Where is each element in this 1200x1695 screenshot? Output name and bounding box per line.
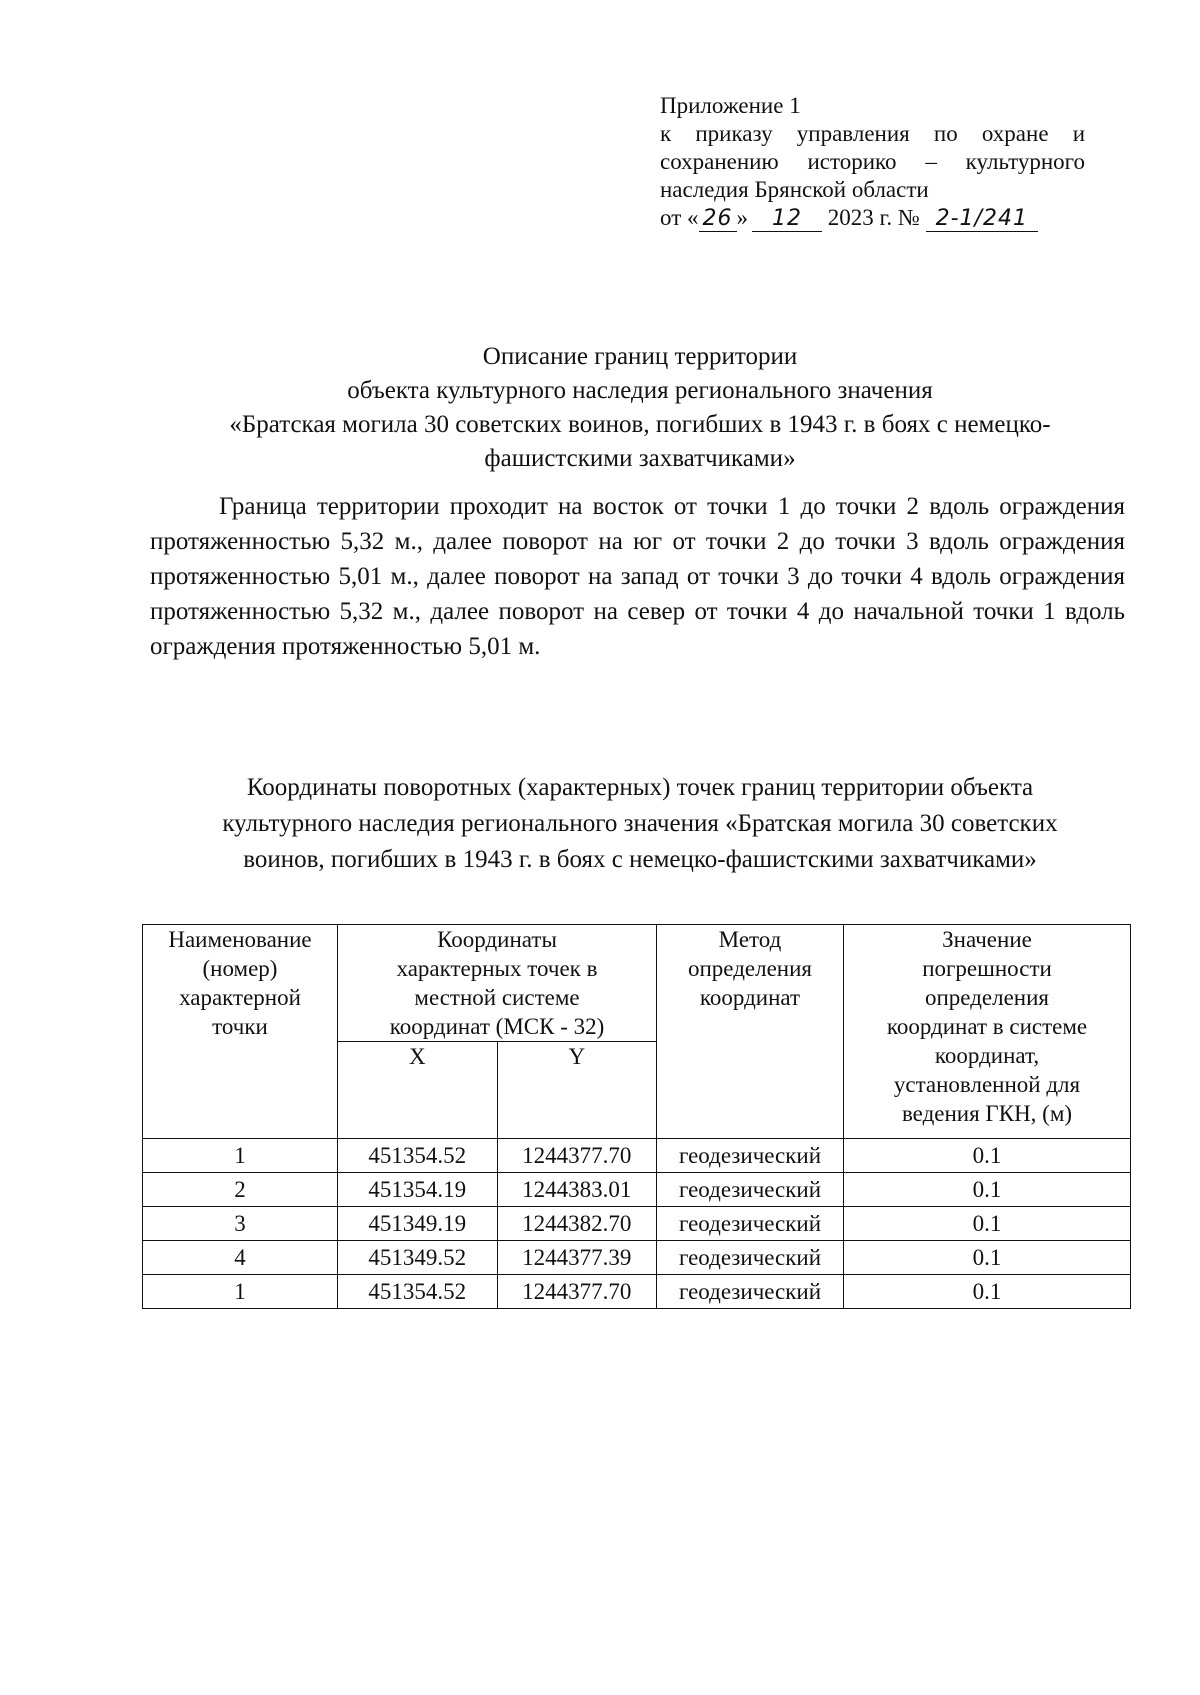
boundary-heading-line-1: Описание границ территории [482, 343, 798, 370]
boundary-heading-line-2: объекта культурного наследия регионального значения [347, 377, 933, 404]
boundary-description: Граница территории проходит на восток от точки 1 до точки 2 вдоль ограждения протяженностью 5,32 м., далее поворот на юг от точки 2 до точки 3 вдоль ограждения протяженностью 5,01 м., далее поворот на запад от точки 3 до точки 4 вдоль ограждения протяженностью 5,32 м., далее поворот на север от точки 4 до начальной точки 1 вдоль ограждения протяженностью 5,01 м. [150, 493, 1125, 660]
cell-method: геодезический [657, 1139, 844, 1173]
cell-method: геодезический [657, 1173, 844, 1207]
handwritten-day: 26 [699, 207, 737, 232]
cell-error: 0.1 [844, 1173, 1131, 1207]
table-row [143, 1241, 1131, 1275]
coordinates-heading-line-2: культурного наследия регионального значения «Братская могила 30 советских [222, 810, 1058, 837]
coordinates-heading-line-1: Координаты поворотных (характерных) точек границ территории объекта [246, 774, 1034, 801]
cell-error: 0.1 [844, 1207, 1131, 1241]
boundary-heading [140, 340, 1140, 476]
header-point-name [143, 925, 338, 1139]
table-body [143, 1139, 1131, 1309]
handwritten-order-number: 2-1/241 [926, 207, 1038, 232]
boundary-heading-line-3: «Братская могила 30 советских воинов, погибших в 1943 г. в боях с немецко- [229, 411, 1051, 438]
cell-y: 1244377.70 [497, 1275, 657, 1309]
header-point-name-line: точки [212, 1014, 268, 1039]
boundary-heading-line-4: фашистскими захватчиками» [484, 445, 796, 472]
table-row [143, 1207, 1131, 1241]
coordinates-heading [140, 770, 1140, 878]
cell-method: геодезический [657, 1275, 844, 1309]
cell-point: 4 [143, 1241, 338, 1275]
table-header [143, 925, 1131, 1139]
coordinates-heading-line-3: воинов, погибших в 1943 г. в боях с немецко-фашистскими захватчиками» [243, 846, 1037, 873]
table-row [143, 1139, 1131, 1173]
header-x: X [338, 1042, 498, 1139]
header-point-name-line: (номер) [202, 956, 278, 981]
header-coordinates-line: характерных точек в [396, 956, 598, 981]
header-error-line: Значение [942, 927, 1032, 952]
header-method [657, 925, 844, 1139]
handwritten-month: 12 [752, 207, 822, 232]
cell-point: 1 [143, 1275, 338, 1309]
cell-y: 1244383.01 [497, 1173, 657, 1207]
header-coordinates-line: координат (МСК - 32) [389, 1014, 605, 1039]
table-row [143, 1275, 1131, 1309]
header-y: Y [497, 1042, 657, 1139]
table-row [143, 1173, 1131, 1207]
header-method-line: координат [699, 985, 801, 1010]
header-error-line: ведения ГКН, (м) [901, 1101, 1073, 1126]
cell-x: 451354.52 [338, 1139, 498, 1173]
coordinates-table [142, 924, 1131, 1309]
header-error-line: координат в системе [886, 1014, 1088, 1039]
date-prefix: от « [660, 205, 699, 230]
table-header-row [143, 925, 1131, 1042]
appendix-date-line [660, 204, 1085, 232]
cell-error: 0.1 [844, 1139, 1131, 1173]
cell-error: 0.1 [844, 1241, 1131, 1275]
cell-point: 1 [143, 1139, 338, 1173]
appendix-line-2: сохранению историко – культурного [660, 149, 1085, 174]
cell-x: 451354.52 [338, 1275, 498, 1309]
appendix-line-3: наследия Брянской области [660, 177, 929, 202]
cell-y: 1244377.70 [497, 1139, 657, 1173]
date-day-close: » [736, 205, 748, 230]
date-year-text: 2023 г. № [827, 205, 920, 230]
cell-x: 451349.52 [338, 1241, 498, 1275]
header-coordinates-line: Координаты [437, 927, 557, 952]
cell-point: 3 [143, 1207, 338, 1241]
cell-x: 451349.19 [338, 1207, 498, 1241]
header-error-line: определения [924, 985, 1049, 1010]
header-error-line: погрешности [922, 956, 1052, 981]
header-point-name-line: характерной [179, 985, 301, 1010]
appendix-title: Приложение 1 [660, 93, 801, 118]
cell-error: 0.1 [844, 1275, 1131, 1309]
appendix-block [660, 92, 1085, 232]
header-coordinates [338, 925, 657, 1042]
header-error-value [844, 925, 1131, 1139]
cell-method: геодезический [657, 1207, 844, 1241]
cell-y: 1244377.39 [497, 1241, 657, 1275]
header-error-line: установленной для [893, 1072, 1081, 1097]
header-point-name-line: Наименование [168, 927, 312, 952]
header-coordinates-line: местной системе [414, 985, 580, 1010]
cell-y: 1244382.70 [497, 1207, 657, 1241]
cell-method: геодезический [657, 1241, 844, 1275]
appendix-line-1: к приказу управления по охране и [660, 121, 1085, 146]
header-method-line: Метод [718, 927, 782, 952]
header-error-line: координат, [934, 1043, 1040, 1068]
header-method-line: определения [687, 956, 812, 981]
cell-point: 2 [143, 1173, 338, 1207]
cell-x: 451354.19 [338, 1173, 498, 1207]
